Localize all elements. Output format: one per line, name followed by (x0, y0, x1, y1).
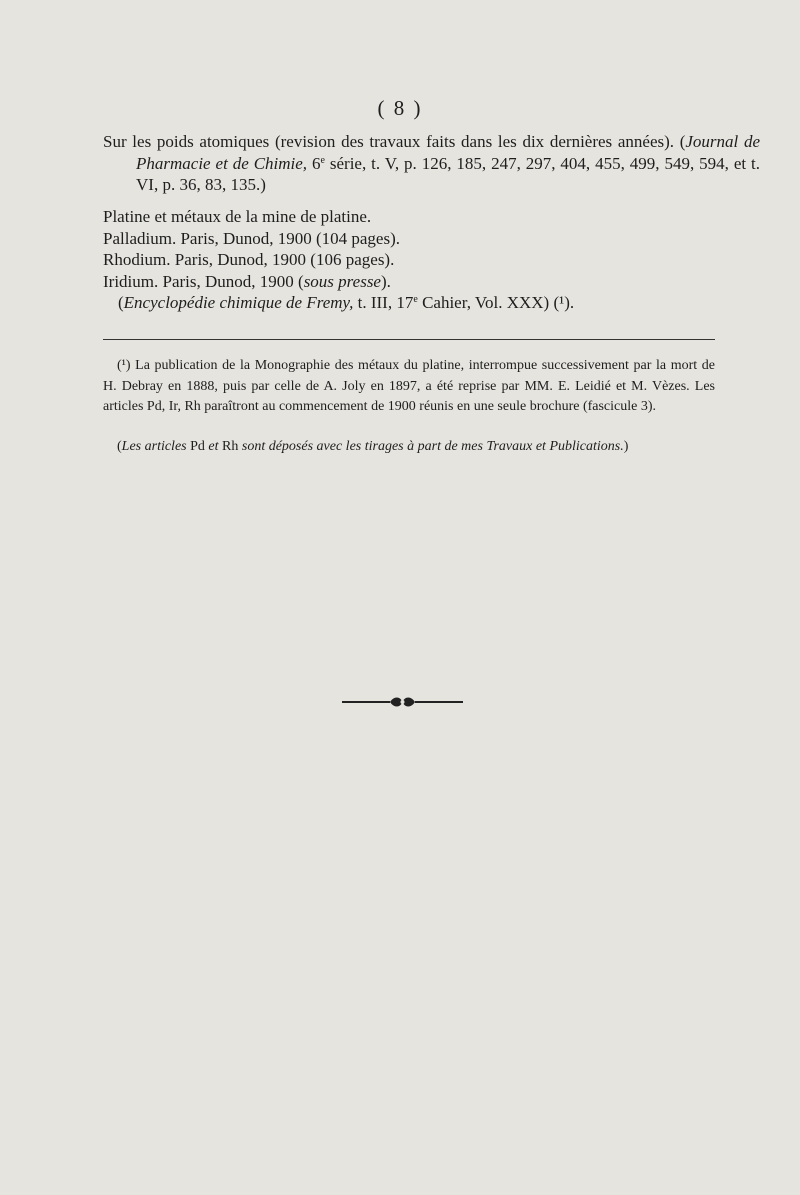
volume-text: t. III, 17 (357, 293, 414, 312)
work-line-end: ). (380, 271, 391, 291)
footnote-2: (Les articles Pd et Rh sont déposés avec les tirages à part de mes Travaux et Publications.) (117, 439, 629, 454)
work-line: Platine et métaux de la mine de platine. (103, 207, 372, 226)
footnote-ref: (¹). (553, 293, 575, 312)
encyclopedia-title: Encyclopédie chimique de Fremy, (123, 293, 354, 312)
work-line: (Encyclopédie chimique de Fremy, t. III, 17e Cahier, Vol. XXX) (¹). (118, 293, 575, 312)
ornament-icon (340, 692, 465, 712)
series-superscript: e (320, 154, 325, 166)
journal-name: Journal de Pharmacie et de Chimie, (136, 132, 760, 173)
volume-superscript: e (413, 294, 418, 305)
work-line-text: Iridium. Paris, Dunod, 1900 ( (103, 271, 304, 291)
work-line: Palladium. Paris, Dunod, 1900 (104 pages). (103, 228, 400, 248)
footnote-italic: et (208, 439, 219, 454)
footnote-text: La publication de la Monographie des métaux du platine, interrompue successivement par la mort de H. Debray en 1888, puis par celle de A. Joly en 1897, a été reprise par MM. E. Leidié et M. Vèzes. Les articles Pd, Ir, Rh paraîtront au commencement de 1900 réunis en une seule brochure (fascicule 3). (103, 358, 715, 414)
footnote-divider (103, 339, 715, 340)
footnote-1 (103, 356, 715, 418)
entry-title: Sur les poids atomiques (revision des travaux faits dans les dix dernières années). (103, 132, 675, 151)
footnote-element: Rh (222, 439, 239, 454)
footnote-italic: Les articles (121, 439, 187, 454)
work-line-italic: sous presse (303, 271, 381, 291)
series-number: 6 (312, 153, 321, 173)
volume-end: Cahier, Vol. XXX) (422, 293, 550, 312)
publication-entry: Sur les poids atomiques (revision des travaux faits dans les dix dernières années). (Journal de Pharmacie et de Chimie, 6e série, t. V, p. 126, 185, 247, 297, 404, 455, 499, 549, 594, et t. VI, p. 36, 83, 135.) (103, 132, 761, 194)
footnote-italic: sont déposés avec les tirages à part de mes Travaux et Publications. (241, 439, 624, 454)
work-line (103, 271, 727, 293)
series-details: série, t. V, p. 126, 185, 247, 297, 404, 455, 499, 549, 594, et t. VI, p. 36, 83, 135.) (136, 153, 761, 194)
works-list (103, 206, 727, 314)
footnote-marker: (¹) (117, 358, 131, 373)
footnote-element: Pd (190, 439, 205, 454)
work-line: Rhodium. Paris, Dunod, 1900 (106 pages). (103, 250, 395, 269)
page-number: ( 8 ) (377, 96, 423, 120)
